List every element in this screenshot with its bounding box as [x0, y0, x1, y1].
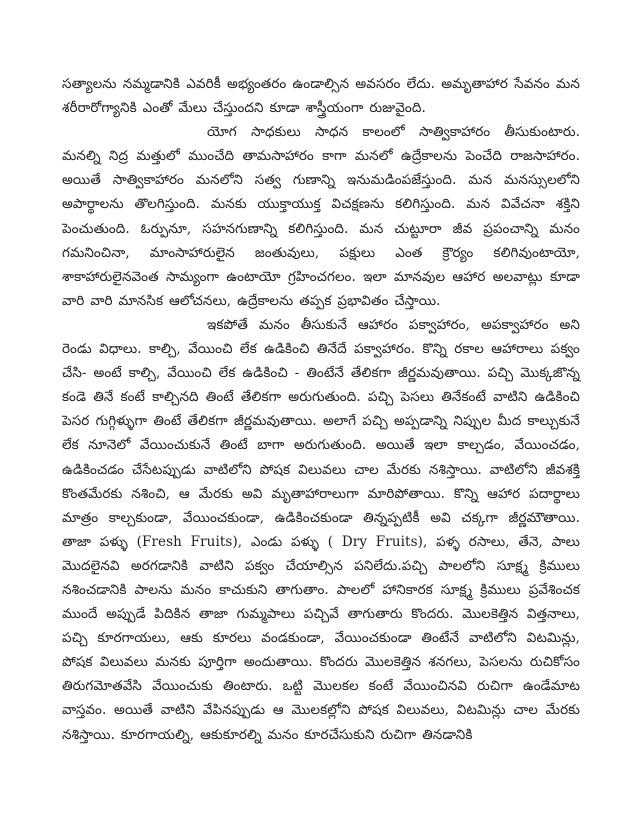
- paragraph-continuation: సత్యాలను నమ్మడానికి ఎవరికీ అభ్యంతరం ఉండాల్సిన అవసరం లేదు. అమృతాహార సేవనం మన శరీరారోగ్యానికి ఎంతో మేలు చేస్తుందని కూడా శాస్త్రీయంగా రుజువైంది.: [62, 76, 580, 117]
- paragraph-satvik-aharam: యోగ సాధకులు సాధన కాలంలో సాత్వికాహారం తీసుకుంటారు. మనల్ని నిద్ర మత్తులో ముంచేది తామసాహారం కాగా మనలో ఉద్రేకాలను పెంచేది రాజసాహారం. అయితే సాత్వికాహారం మనలోని సత్వ గుణాన్ని ఇనుమడింపజేస్తుంది. మన మనస్సులలోని అపార్థాలను తొలగిస్తుంది. మనకు యుక్తాయుక్త విచక్షణను కలిగిస్తుంది. మన వివేచనా శక్తిని పెంచుతుంది. ఓర్పునూ, సహనగుణాన్ని కలిగిస్తుంది. మన చుట్టూరా జీవ ప్రపంచాన్ని మనం గమనించినా, మాంసాహారులైన జంతువులు, పక్షులు ఎంత క్రౌర్యం కలిగివుంటాయో, శాకాహారులైనవెంత సామ్యంగా ఉంటాయో గ్రహించగలం. ఇలా మానవుల ఆహార అలవాట్లు కూడా వారి వారి మానసిక ఆలోచనలు, ఉద్రేకాలను తప్పక ప్రభావితం చేస్తాయి.: [62, 124, 580, 309]
- paragraph-pakva-apakva-aharam: ఇకపోతే మనం తీసుకునే ఆహారం పక్వాహారం, అపక్వాహారం అని రెండు విధాలు. కాల్చి, వేయించి లేక ఉడికించి తినేదే పక్వాహారం. కొన్ని రకాల ఆహారాలు పక్వం చేసి- అంటే కాల్చి, వేయించి లేక ఉడికించి - తింటేనే తేలికగా జీర్ణమవుతాయి. పచ్చి మొక్కజొన్న కండె తినే కంటే కాల్చినది తింటే తేలికగా అరుగుతుంది. పచ్చి పెసలు తినేకంటే వాటిని ఉడికించి పెసర గుగ్గిళ్ళుగా తింటే తేలికగా జీర్ణమవుతాయి. అలాగే పచ్చి అప్పడాన్ని నిప్పుల మీద కాల్చుకునే లేక నూనెలో వేయించుకునే తింటే బాగా అరుగుతుంది. అయితే ఇలా కాల్చడం, వేయించడం, ఉడికించడం చేసేటప్పుడు వాటిలోని పోషక విలువలు చాల మేరకు నశిస్తాయి. వాటిలోని జీవశక్తి కొంతమేరకు నశించి, ఆ మేరకు అవి మృతాహారాలుగా మారిపోతాయి. కొన్ని ఆహార పదార్థాలు మాత్రం కాల్చకుండా, వేయించకుండా, ఉడికించకుండా తిన్నప్పటికీ అవి చక్కగా జీర్ణమౌతాయి. తాజా పళ్ళు (Fresh Fruits), ఎండు పళ్ళు ( Dry Fruits), పళ్ళ రసాలు, తేనె, పాలు మొదలైనవి అరగడానికి వాటిని పక్వం చేయాల్సిన పనిలేదు.పచ్చి పాలలోని సూక్ష్మ క్రిములు నశించడానికి పాలను మనం కాచుకుని తాగుతాం. పాలలో హానికారక సూక్ష్మ క్రిములు ప్రవేశించక ముందే అప్పుడే పిదికిన తాజా గుమ్మపాలు పచ్చివే తాగుతారు కొందరు. మొలకెత్తిన విత్తనాలు, పచ్చి కూరగాయలు, ఆకు కూరలు వండకుండా, వేయించకుండా తింటేనే వాటిలోని విటమిన్లు, పోషక విలువలు మనకు పూర్తిగా అందుతాయి. కొందరు మొలకెత్తిన శనగలు, పెసలను రుచికోసం తిరుగమోతవేసి వేయించుకు తింటారు. ఒట్టి మొలకల కంటే వేయించినవి రుచిగా ఉండేమాట వాస్తవం. అయితే వాటిని వేపినప్పుడు ఆ మొలకల్లోని పోషక విలువలు, విటమిన్లు చాల మేరకు నశిస్తాయి. కూరగాయల్ని, ఆకుకూరల్ని మనం కూరచేసుకుని రుచిగా తినడానికి: [62, 316, 580, 743]
